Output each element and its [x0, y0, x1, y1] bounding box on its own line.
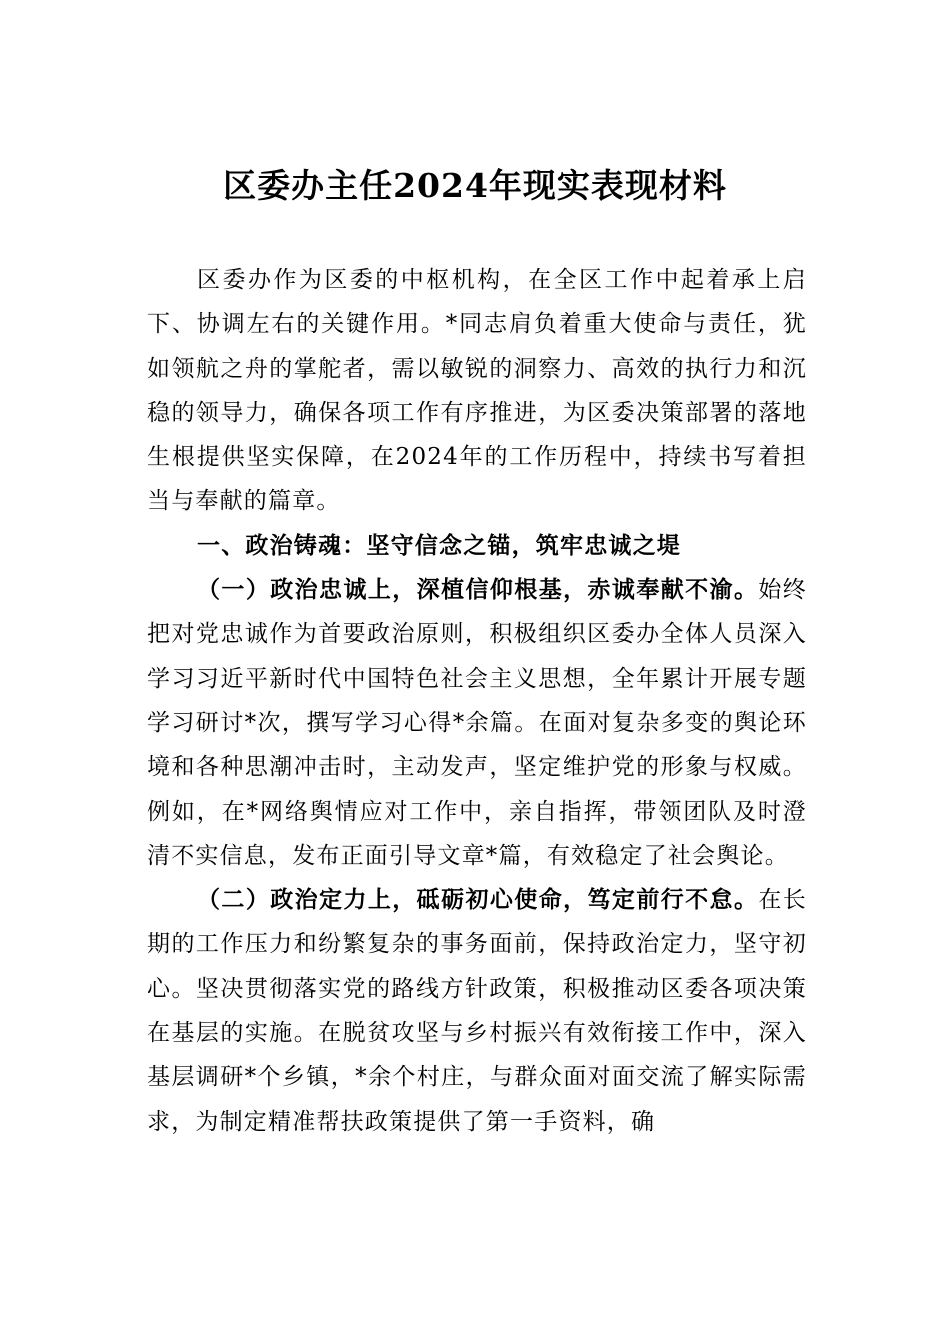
subsection-paragraph-1: [147, 568, 807, 878]
subsection-lead-2: （二）政治定力上，砥砺初心使命，笃定前行不怠。: [197, 886, 759, 914]
intro-paragraph: 区委办作为区委的中枢机构，在全区工作中起着承上启下、协调左右的关键作用。*同志肩负着重大使命与责任，犹如领航之舟的掌舵者，需以敏锐的洞察力、高效的执行力和沉稳的领导力，确保各项工作有序推进，为区委决策部署的落地生根提供坚实保障，在2024年的工作历程中，持续书写着担当与奉献的篇章。: [147, 267, 807, 515]
subsection-lead-1: （一）政治忠诚上，深植信仰根基，赤诚奉献不渝。: [197, 576, 759, 604]
section-heading-1: 一、政治铸魂：坚守信念之锚，筑牢忠诚之堤: [197, 532, 681, 559]
subsection-text-2: 在长期的工作压力和纷繁复杂的事务面前，保持政治定力，坚守初心。坚决贯彻落实党的路线方针政策，积极推动区委各项决策在基层的实施。在脱贫攻坚与乡村振兴有效衔接工作中，深入基层调研*个乡镇，*余个村庄，与群众面对面交流了解实际需求，为制定精准帮扶政策提供了第一手资料，确: [147, 887, 807, 1135]
subsection-paragraph-2: [147, 878, 807, 1144]
subsection-text-1: 始终把对党忠诚作为首要政治原则，积极组织区委办全体人员深入学习习近平新时代中国特色社会主义思想，全年累计开展专题学习研讨*次，撰写学习心得*余篇。在面对复杂多变的舆论环境和各种思潮冲击时，主动发声，坚定维护党的形象与权威。例如，在*网络舆情应对工作中，亲自指挥，带领团队及时澄清不实信息，发布正面引导文章*篇，有效稳定了社会舆论。: [147, 577, 807, 869]
document-title: 区委办主任2024年现实表现材料: [223, 166, 727, 205]
document-body: [147, 258, 807, 1144]
